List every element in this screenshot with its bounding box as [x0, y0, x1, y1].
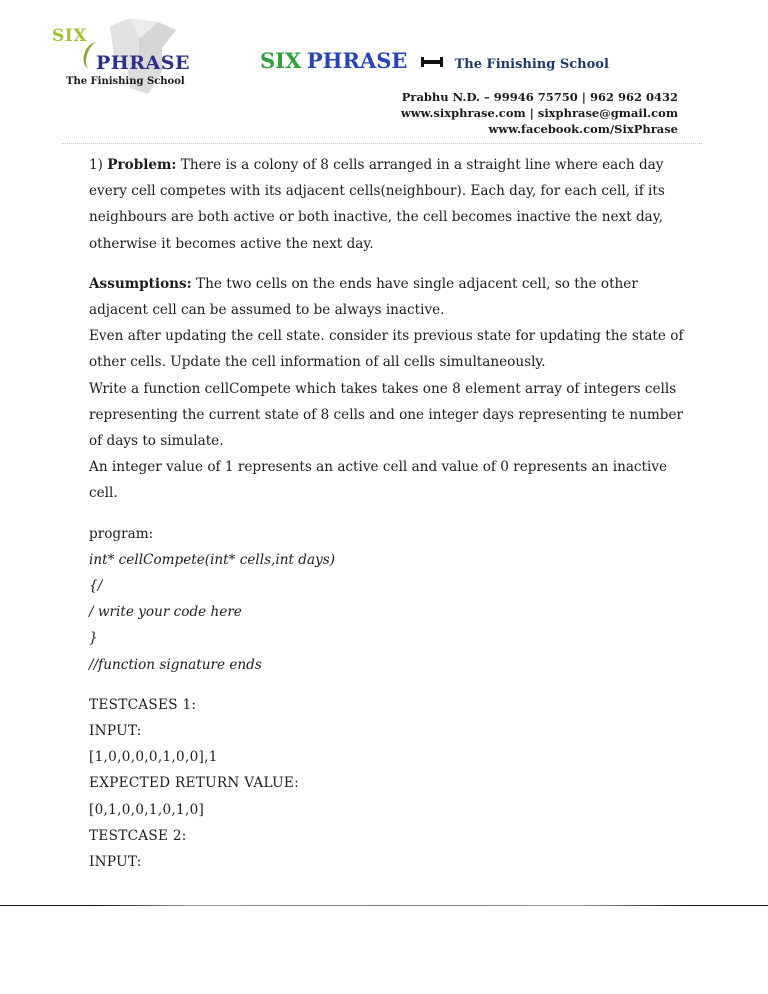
- assumptions-label: Assumptions:: [89, 275, 192, 292]
- contact-facebook: www.facebook.com/SixPhrase: [488, 122, 678, 136]
- brand-six: SIX: [260, 48, 302, 73]
- footer-divider: [0, 905, 768, 906]
- contact-phone: Prabhu N.D. – 99946 75750 | 962 962 0432: [401, 90, 678, 104]
- problem-text: There is a colony of 8 cells arranged in a straight line where each day every cell competes with its adjacent cells(neighbour). Each day, for each cell, if its neighbours are both active or both inactive, the cell becomes inactive the next day, otherwise it becomes active the next day.: [89, 157, 665, 252]
- program-label: program:: [89, 525, 154, 542]
- code-line: {/: [89, 578, 103, 595]
- document-body: [89, 152, 689, 875]
- logo-tagline: The Finishing School: [66, 76, 185, 87]
- code-line: int* cellCompete(int* cells,int days): [89, 551, 336, 568]
- code-line: //function signature ends: [89, 656, 262, 673]
- assumptions-text: The two cells on the ends have single adjacent cell, so the other adjacent cell can be assumed to be always inactive.: [89, 275, 638, 319]
- logo-six-text: SIX: [52, 26, 87, 46]
- contact-block: [401, 89, 678, 137]
- problem-paragraph: [89, 152, 689, 257]
- code-line: }: [89, 630, 98, 647]
- testcase-line: INPUT:: [89, 854, 142, 871]
- code-line: / write your code here: [89, 604, 242, 621]
- logo-phrase-text: PHRASE: [96, 52, 190, 74]
- brand-phrase: PHRASE: [306, 48, 408, 73]
- brand-heading: [260, 48, 609, 73]
- problem-number: 1): [89, 157, 103, 173]
- brand-subtitle: The Finishing School: [454, 57, 609, 72]
- assumption-line: Even after updating the cell state. consider its previous state for updating the state of other cells. Update the cell information of all cells simultaneously.: [89, 328, 684, 371]
- six-phrase-logo: [44, 18, 204, 98]
- testcase-line: EXPECTED RETURN VALUE:: [89, 775, 299, 792]
- testcase-line: TESTCASE 2:: [89, 827, 187, 844]
- testcase-line: INPUT:: [89, 723, 142, 740]
- function-description: Write a function cellCompete which takes takes one 8 element array of integers cells representing the current state of 8 cells and one integer days representing te number of days to simulate.: [89, 380, 683, 450]
- testcase-line: [1,0,0,0,0,1,0,0],1: [89, 749, 218, 766]
- dash-separator-icon: [421, 60, 443, 64]
- value-description: An integer value of 1 represents an active cell and value of 0 represents an inactive cell.: [89, 459, 668, 502]
- testcase-line: [0,1,0,0,1,0,1,0]: [89, 801, 205, 818]
- contact-web-email: www.sixphrase.com | sixphrase@gmail.com: [400, 106, 678, 120]
- testcase-line: TESTCASES 1:: [89, 696, 197, 713]
- problem-label: Problem:: [107, 157, 177, 173]
- assumptions-paragraph: [89, 271, 689, 323]
- header-divider: [62, 143, 702, 144]
